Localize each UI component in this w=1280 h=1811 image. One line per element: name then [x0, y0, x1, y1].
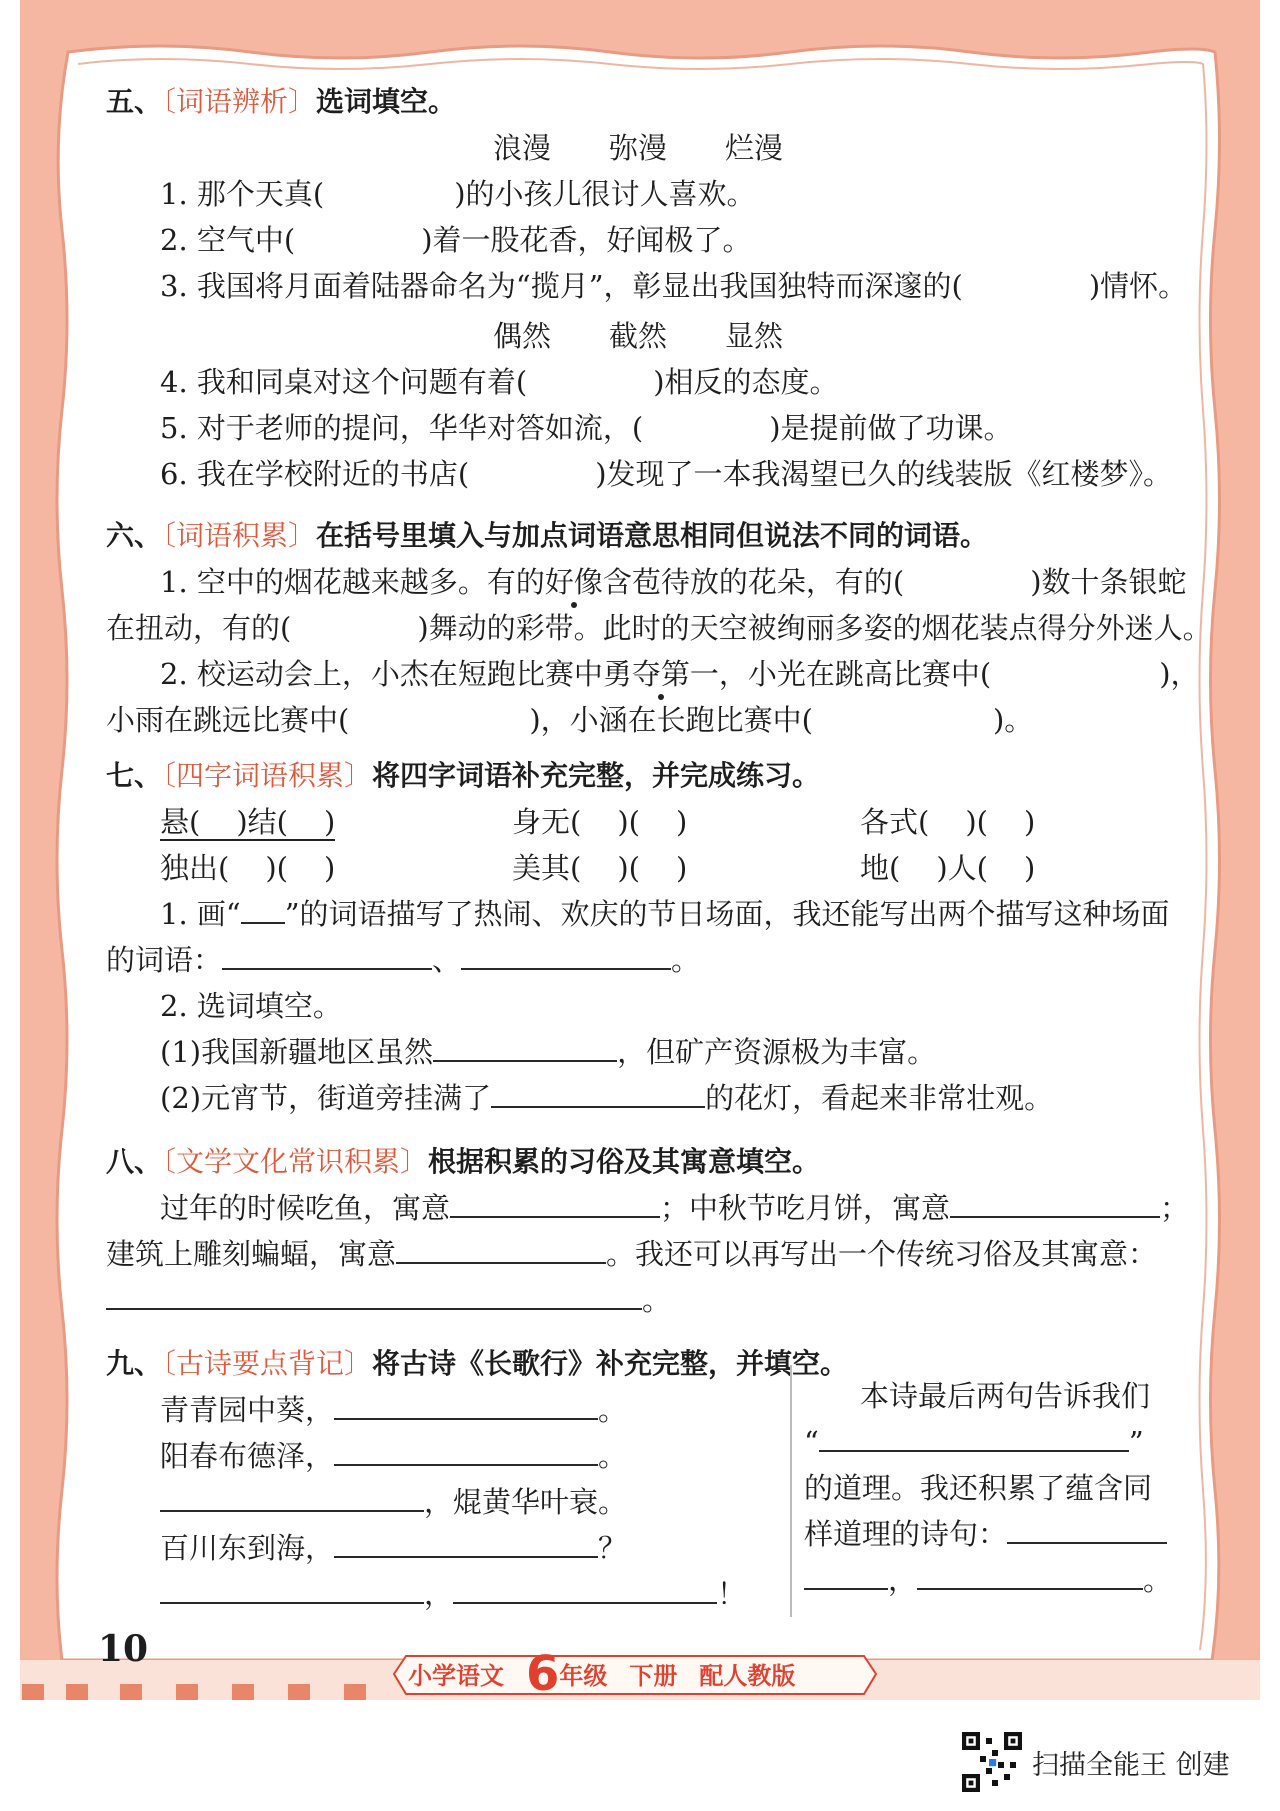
- answer-line[interactable]: [491, 1080, 705, 1108]
- dotted-word-1: 好像: [544, 565, 603, 599]
- box-line-5: ， 。: [804, 1562, 1172, 1598]
- idiom-6: 地( )人( ): [860, 851, 1036, 885]
- section-9-heading: 九、〔古诗要点背记〕将古诗《长歌行》补充完整，并填空。: [106, 1347, 849, 1380]
- box-line-1: 本诗最后两句告诉我们: [860, 1379, 1151, 1413]
- poem-line-4: 百川东到海， ？: [160, 1531, 628, 1565]
- s8-line-1: 过年的时候吃鱼，寓意 ；中秋节吃月饼，寓意 ；: [160, 1191, 1190, 1225]
- idiom-5: 美其( )( ): [512, 851, 688, 885]
- answer-line[interactable]: [334, 1438, 598, 1466]
- s8-line-2: 建筑上雕刻蝙蝠，寓意 。我还可以再写出一个传统习俗及其寓意：: [106, 1237, 1158, 1271]
- box-line-3: 的道理。我还积累了蕴含同: [804, 1471, 1153, 1505]
- page-number: 10: [98, 1628, 149, 1670]
- poem-line-1: 青青园中葵， 。: [160, 1393, 628, 1427]
- poem-line-3: ，焜黄华叶衰。: [160, 1484, 627, 1520]
- answer-line[interactable]: [453, 1576, 717, 1604]
- s5-question-2: 2. 空气中( )着一股花香，好闻极了。: [160, 223, 752, 257]
- word-options-1: 浪漫 弥漫 烂漫: [493, 131, 784, 165]
- box-line-4: 样道理的诗句：: [804, 1516, 1167, 1552]
- idiom-1: 悬( )结( ): [160, 805, 336, 839]
- answer-line[interactable]: [160, 1576, 424, 1604]
- scanner-watermark: [962, 1732, 1230, 1792]
- s5-question-3: 3. 我国将月面着陆器命名为“揽月”，彰显出我国独特而深邃的( )情怀。: [160, 269, 1188, 303]
- s7-question-2: 2. 选词填空。: [160, 989, 342, 1023]
- scanner-label: 扫描全能王 创建: [1032, 1749, 1230, 1781]
- section-6-heading: 六、〔词语积累〕在括号里填入与加点词语意思相同但说法不同的词语。: [106, 519, 989, 552]
- answer-line[interactable]: [106, 1282, 642, 1310]
- idiom-3: 各式( )( ): [860, 805, 1036, 839]
- answer-line[interactable]: [222, 942, 432, 970]
- s5-question-4: 4. 我和同桌对这个问题有着( )相反的态度。: [160, 365, 839, 399]
- book-footer: [408, 1646, 796, 1702]
- s5-question-6: 6. 我在学校附近的书店( )发现了一本我渴望已久的线装版《红楼梦》。: [160, 457, 1173, 491]
- s5-question-5: 5. 对于老师的提问，华华对答如流，( )是提前做了功课。: [160, 411, 1013, 445]
- box-line-2: “ ”: [804, 1425, 1144, 1459]
- answer-line[interactable]: [461, 942, 671, 970]
- answer-line[interactable]: [396, 1236, 606, 1264]
- word-options-2: 偶然 截然 显然: [493, 319, 784, 353]
- answer-line[interactable]: [950, 1190, 1160, 1218]
- footer-subject: 小学语文: [408, 1662, 504, 1690]
- answer-line[interactable]: [160, 1484, 424, 1512]
- s6-line-3: 2. 校运动会上，小杰在短跑比赛中勇夺第一，小光在跳高比赛中( )，: [160, 657, 1200, 691]
- poem-line-2: 阳春布德泽， 。: [160, 1439, 628, 1473]
- s6-line-4: 小雨在跳远比赛中( )，小涵在长跑比赛中( )。: [106, 703, 1034, 737]
- answer-line[interactable]: [819, 1424, 1129, 1452]
- s5-question-1: 1. 那个天真( )的小孩儿很讨人喜欢。: [160, 177, 756, 211]
- section-8-heading: 八、〔文学文化常识积累〕根据积累的习俗及其寓意填空。: [106, 1145, 821, 1178]
- footer-volume: 下册: [629, 1662, 678, 1690]
- answer-line[interactable]: [433, 1034, 617, 1062]
- s7-question-2b: (2)元宵节，街道旁挂满了 的花灯，看起来非常壮观。: [160, 1081, 1054, 1115]
- qr-code-icon: [962, 1732, 1022, 1792]
- answer-line[interactable]: [450, 1190, 660, 1218]
- idiom-4: 独出( )( ): [160, 851, 336, 885]
- footer-grade-label: 年级: [559, 1662, 608, 1690]
- s7-question-1: 1. 画“ ”的词语描写了热闹、欢庆的节日场面，我还能写出两个描写这种场面: [160, 897, 1170, 931]
- poem-line-5: ， ！: [160, 1576, 746, 1612]
- answer-line[interactable]: [1007, 1516, 1167, 1544]
- s6-line-1: 1. 空中的烟花越来越多。有的好像含苞待放的花朵，有的( )数十条银蛇: [160, 565, 1187, 599]
- s7-question-1-answer: 的词语： 、 。: [106, 943, 701, 977]
- s7-question-2a: (1)我国新疆地区虽然 ，但矿产资源极为丰富。: [160, 1035, 937, 1069]
- answer-line[interactable]: [804, 1562, 888, 1590]
- s8-line-3: 。: [106, 1282, 671, 1318]
- dotted-word-2: 勇夺第一: [602, 657, 719, 691]
- idiom-2: 身无( )( ): [512, 805, 688, 839]
- answer-line[interactable]: [334, 1392, 598, 1420]
- answer-line[interactable]: [334, 1530, 598, 1558]
- s6-line-2: 在扭动，有的( )舞动的彩带。此时的天空被绚丽多姿的烟花装点得分外迷人。: [106, 611, 1212, 645]
- footer-grade-number: 6: [526, 1646, 560, 1702]
- section-5-heading: 五、〔词语辨析〕选词填空。: [106, 85, 457, 118]
- footer-edition: 配人教版: [699, 1662, 796, 1690]
- section-7-heading: 七、〔四字词语积累〕将四字词语补充完整，并完成练习。: [106, 759, 821, 792]
- answer-line[interactable]: [917, 1562, 1143, 1590]
